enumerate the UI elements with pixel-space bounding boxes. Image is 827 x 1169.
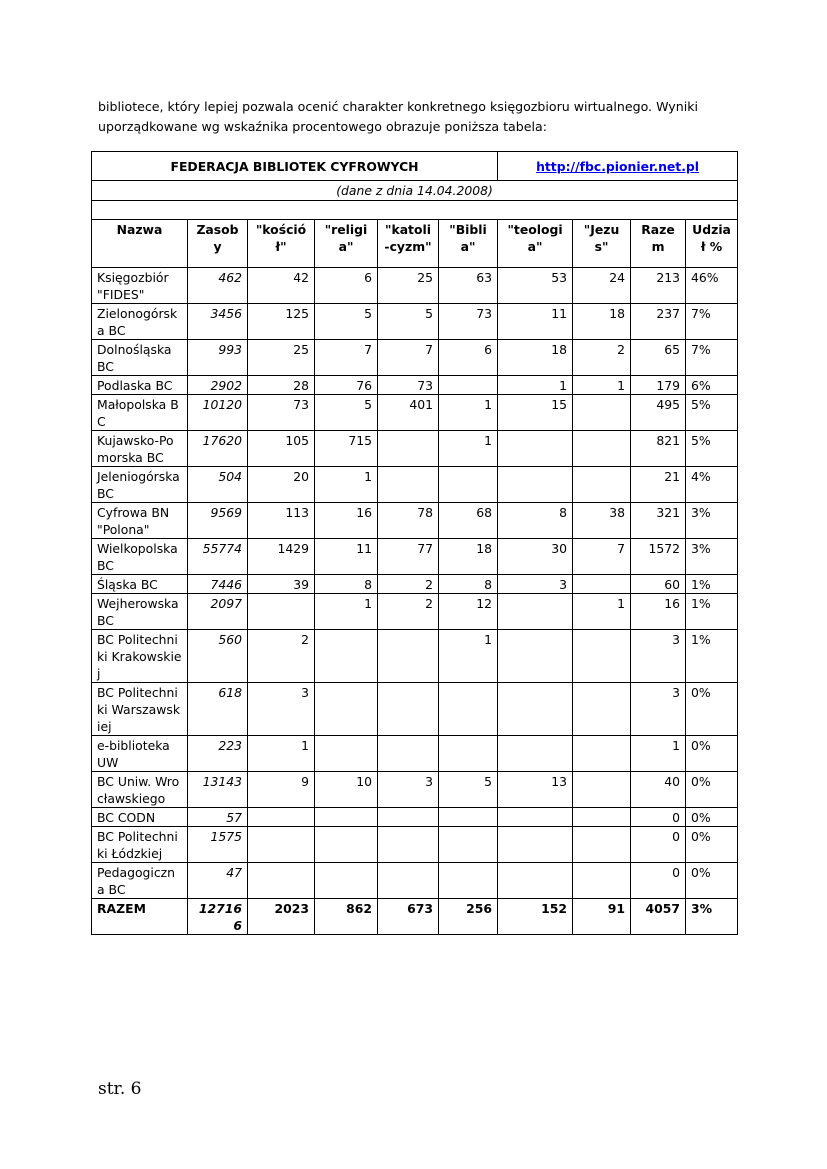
date-row	[92, 181, 738, 201]
cell-katolicyzm: 73	[378, 376, 439, 395]
table-row	[92, 467, 738, 503]
cell-teologia	[498, 808, 573, 827]
cell-katolicyzm: 2	[378, 575, 439, 594]
cell-teologia: 53	[498, 268, 573, 304]
cell-udzial: 0%	[686, 863, 738, 899]
cell-kosciol	[248, 863, 315, 899]
cell-jezus: 38	[573, 503, 631, 539]
cell-name: Śląska BC	[92, 575, 188, 594]
spacer-row	[92, 201, 738, 220]
cell-kosciol: 1	[248, 736, 315, 772]
cell-biblia: 8	[439, 575, 498, 594]
cell-kosciol: 20	[248, 467, 315, 503]
cell-udzial: 1%	[686, 594, 738, 630]
table-title: FEDERACJA BIBLIOTEK CYFROWYCH	[92, 152, 498, 181]
cell-razem: 0	[631, 863, 686, 899]
cell-religia: 6	[315, 268, 378, 304]
cell-religia: 76	[315, 376, 378, 395]
cell-teologia	[498, 683, 573, 736]
cell-kosciol: 39	[248, 575, 315, 594]
table-row	[92, 376, 738, 395]
cell-kosciol: 9	[248, 772, 315, 808]
cell-teologia: 3	[498, 575, 573, 594]
cell-zasoby: 462	[188, 268, 248, 304]
header-nazwa: Nazwa	[92, 220, 188, 268]
cell-razem: 495	[631, 395, 686, 431]
cell-zasoby: 504	[188, 467, 248, 503]
cell-biblia	[439, 808, 498, 827]
url-cell	[498, 152, 738, 181]
cell-name: Podlaska BC	[92, 376, 188, 395]
cell-religia	[315, 827, 378, 863]
cell-religia: 11	[315, 539, 378, 575]
cell-katolicyzm	[378, 736, 439, 772]
cell-religia: 8	[315, 575, 378, 594]
cell-udzial: 3%	[686, 503, 738, 539]
cell-religia: 10	[315, 772, 378, 808]
cell-udzial: 7%	[686, 340, 738, 376]
cell-teologia: 8	[498, 503, 573, 539]
cell-biblia	[439, 736, 498, 772]
table-title-row	[92, 152, 738, 181]
cell-religia	[315, 630, 378, 683]
cell-name: BC Uniw. Wrocławskiego	[92, 772, 188, 808]
table-row	[92, 772, 738, 808]
header-zasoby: Zasoby	[188, 220, 248, 268]
cell-razem: 21	[631, 467, 686, 503]
cell-teologia	[498, 594, 573, 630]
cell-biblia: 12	[439, 594, 498, 630]
cell-udzial: 4%	[686, 467, 738, 503]
cell-name: RAZEM	[92, 899, 188, 935]
cell-jezus	[573, 772, 631, 808]
cell-katolicyzm: 2	[378, 594, 439, 630]
cell-zasoby: 1575	[188, 827, 248, 863]
table-row	[92, 268, 738, 304]
cell-biblia	[439, 683, 498, 736]
table-row	[92, 503, 738, 539]
cell-biblia	[439, 827, 498, 863]
cell-jezus: 2	[573, 340, 631, 376]
cell-kosciol: 105	[248, 431, 315, 467]
cell-zasoby: 10120	[188, 395, 248, 431]
cell-biblia: 63	[439, 268, 498, 304]
cell-name: BC Politechniki Łódzkiej	[92, 827, 188, 863]
cell-zasoby: 3456	[188, 304, 248, 340]
cell-teologia: 1	[498, 376, 573, 395]
cell-zasoby: 7446	[188, 575, 248, 594]
cell-katolicyzm	[378, 808, 439, 827]
cell-jezus	[573, 431, 631, 467]
cell-biblia: 1	[439, 630, 498, 683]
table-row	[92, 594, 738, 630]
cell-kosciol: 2023	[248, 899, 315, 935]
cell-katolicyzm	[378, 431, 439, 467]
cell-udzial: 3%	[686, 539, 738, 575]
cell-razem: 821	[631, 431, 686, 467]
table-row	[92, 630, 738, 683]
cell-razem: 213	[631, 268, 686, 304]
cell-zasoby: 618	[188, 683, 248, 736]
intro-line: uporządkowane wg wskaźnika procentowego obrazuje poniższa tabela:	[98, 119, 547, 134]
cell-religia: 7	[315, 340, 378, 376]
cell-udzial: 0%	[686, 683, 738, 736]
cell-religia: 862	[315, 899, 378, 935]
header-kosciol: "kościół"	[248, 220, 315, 268]
cell-kosciol: 125	[248, 304, 315, 340]
cell-biblia	[439, 467, 498, 503]
header-jezus: "Jezus"	[573, 220, 631, 268]
cell-name: Małopolska BC	[92, 395, 188, 431]
cell-name: BC Politechniki Krakowskiej	[92, 630, 188, 683]
cell-zasoby: 47	[188, 863, 248, 899]
cell-jezus: 18	[573, 304, 631, 340]
cell-jezus	[573, 808, 631, 827]
cell-zasoby: 17620	[188, 431, 248, 467]
cell-katolicyzm	[378, 683, 439, 736]
cell-teologia: 15	[498, 395, 573, 431]
header-udzial: Udział %	[686, 220, 738, 268]
cell-razem: 40	[631, 772, 686, 808]
intro-paragraph	[98, 97, 738, 137]
cell-kosciol: 42	[248, 268, 315, 304]
cell-biblia	[439, 376, 498, 395]
cell-religia: 5	[315, 304, 378, 340]
cell-udzial: 6%	[686, 376, 738, 395]
cell-kosciol: 2	[248, 630, 315, 683]
cell-katolicyzm: 78	[378, 503, 439, 539]
cell-razem: 1572	[631, 539, 686, 575]
cell-zasoby: 993	[188, 340, 248, 376]
cell-jezus	[573, 827, 631, 863]
fbc-link[interactable]: http://fbc.pionier.net.pl	[536, 159, 700, 174]
cell-jezus: 1	[573, 376, 631, 395]
cell-razem: 0	[631, 827, 686, 863]
cell-katolicyzm: 25	[378, 268, 439, 304]
cell-name: BC Politechniki Warszawskiej	[92, 683, 188, 736]
cell-religia: 715	[315, 431, 378, 467]
header-row	[92, 220, 738, 268]
cell-biblia: 73	[439, 304, 498, 340]
header-religia: "religia"	[315, 220, 378, 268]
cell-jezus: 24	[573, 268, 631, 304]
cell-jezus: 7	[573, 539, 631, 575]
cell-kosciol: 28	[248, 376, 315, 395]
table-row	[92, 736, 738, 772]
cell-teologia: 152	[498, 899, 573, 935]
cell-teologia: 30	[498, 539, 573, 575]
cell-teologia: 18	[498, 340, 573, 376]
cell-udzial: 46%	[686, 268, 738, 304]
cell-razem: 60	[631, 575, 686, 594]
cell-katolicyzm: 5	[378, 304, 439, 340]
cell-teologia	[498, 863, 573, 899]
cell-zasoby: 57	[188, 808, 248, 827]
cell-teologia: 13	[498, 772, 573, 808]
cell-biblia: 18	[439, 539, 498, 575]
cell-udzial: 7%	[686, 304, 738, 340]
cell-razem: 179	[631, 376, 686, 395]
cell-zasoby: 9569	[188, 503, 248, 539]
table-row	[92, 395, 738, 431]
cell-teologia: 11	[498, 304, 573, 340]
cell-zasoby: 55774	[188, 539, 248, 575]
cell-kosciol: 73	[248, 395, 315, 431]
header-razem: Razem	[631, 220, 686, 268]
cell-katolicyzm: 3	[378, 772, 439, 808]
cell-zasoby: 2902	[188, 376, 248, 395]
table-row	[92, 683, 738, 736]
cell-religia: 1	[315, 594, 378, 630]
cell-katolicyzm	[378, 630, 439, 683]
cell-biblia: 1	[439, 431, 498, 467]
cell-razem: 16	[631, 594, 686, 630]
cell-udzial: 0%	[686, 827, 738, 863]
table-row	[92, 431, 738, 467]
cell-kosciol	[248, 827, 315, 863]
table-row	[92, 575, 738, 594]
cell-katolicyzm: 401	[378, 395, 439, 431]
cell-katolicyzm: 77	[378, 539, 439, 575]
cell-religia: 1	[315, 467, 378, 503]
cell-biblia: 6	[439, 340, 498, 376]
cell-kosciol	[248, 808, 315, 827]
table-row	[92, 539, 738, 575]
cell-zasoby: 223	[188, 736, 248, 772]
cell-teologia	[498, 736, 573, 772]
cell-razem: 237	[631, 304, 686, 340]
cell-razem: 65	[631, 340, 686, 376]
cell-teologia	[498, 467, 573, 503]
cell-name: Zielonogórska BC	[92, 304, 188, 340]
cell-udzial: 5%	[686, 395, 738, 431]
cell-kosciol: 3	[248, 683, 315, 736]
cell-udzial: 0%	[686, 736, 738, 772]
cell-jezus: 1	[573, 594, 631, 630]
cell-name: Wielkopolska BC	[92, 539, 188, 575]
cell-katolicyzm	[378, 827, 439, 863]
cell-religia	[315, 808, 378, 827]
cell-biblia: 68	[439, 503, 498, 539]
cell-name: Pedagogiczna BC	[92, 863, 188, 899]
cell-religia	[315, 736, 378, 772]
cell-teologia	[498, 431, 573, 467]
cell-kosciol	[248, 594, 315, 630]
cell-religia	[315, 863, 378, 899]
cell-name: Cyfrowa BN "Polona"	[92, 503, 188, 539]
cell-udzial: 1%	[686, 575, 738, 594]
cell-udzial: 3%	[686, 899, 738, 935]
cell-jezus	[573, 467, 631, 503]
cell-name: Jeleniogórska BC	[92, 467, 188, 503]
cell-name: Dolnośląska BC	[92, 340, 188, 376]
cell-katolicyzm: 673	[378, 899, 439, 935]
cell-kosciol: 113	[248, 503, 315, 539]
cell-zasoby: 13143	[188, 772, 248, 808]
cell-zasoby: 127166	[188, 899, 248, 935]
cell-jezus	[573, 863, 631, 899]
fbc-table	[91, 151, 738, 935]
cell-religia: 16	[315, 503, 378, 539]
cell-zasoby: 2097	[188, 594, 248, 630]
header-biblia: "Biblia"	[439, 220, 498, 268]
header-teologia: "teologia"	[498, 220, 573, 268]
header-katolicyzm: "katoli-cyzm"	[378, 220, 439, 268]
cell-biblia: 1	[439, 395, 498, 431]
intro-line: bibliotece, który lepiej pozwala ocenić charakter konkretnego księgozbioru wirtualnego. Wyniki	[98, 99, 699, 114]
cell-udzial: 5%	[686, 431, 738, 467]
cell-biblia: 5	[439, 772, 498, 808]
cell-biblia: 256	[439, 899, 498, 935]
cell-razem: 1	[631, 736, 686, 772]
cell-teologia	[498, 630, 573, 683]
cell-name: e-biblioteka UW	[92, 736, 188, 772]
cell-name: Wejherowska BC	[92, 594, 188, 630]
cell-kosciol: 25	[248, 340, 315, 376]
cell-name: Kujawsko-Pomorska BC	[92, 431, 188, 467]
cell-jezus	[573, 736, 631, 772]
cell-katolicyzm	[378, 467, 439, 503]
table-row	[92, 863, 738, 899]
cell-zasoby: 560	[188, 630, 248, 683]
cell-kosciol: 1429	[248, 539, 315, 575]
cell-razem: 3	[631, 683, 686, 736]
cell-religia	[315, 683, 378, 736]
cell-teologia	[498, 827, 573, 863]
table-row	[92, 340, 738, 376]
cell-name: BC CODN	[92, 808, 188, 827]
cell-razem: 0	[631, 808, 686, 827]
date-note: (dane z dnia 14.04.2008)	[92, 181, 738, 201]
cell-razem: 4057	[631, 899, 686, 935]
table-row	[92, 808, 738, 827]
table-row	[92, 827, 738, 863]
cell-name: Księgozbiór "FIDES"	[92, 268, 188, 304]
page-number: str. 6	[98, 1079, 142, 1099]
cell-katolicyzm	[378, 863, 439, 899]
cell-udzial: 0%	[686, 772, 738, 808]
table-row	[92, 304, 738, 340]
cell-jezus	[573, 683, 631, 736]
cell-katolicyzm: 7	[378, 340, 439, 376]
cell-jezus	[573, 575, 631, 594]
cell-jezus	[573, 630, 631, 683]
cell-udzial: 1%	[686, 630, 738, 683]
cell-razem: 3	[631, 630, 686, 683]
total-row	[92, 899, 738, 935]
cell-razem: 321	[631, 503, 686, 539]
cell-biblia	[439, 863, 498, 899]
cell-religia: 5	[315, 395, 378, 431]
cell-udzial: 0%	[686, 808, 738, 827]
empty-cell	[92, 201, 738, 220]
cell-jezus	[573, 395, 631, 431]
cell-jezus: 91	[573, 899, 631, 935]
